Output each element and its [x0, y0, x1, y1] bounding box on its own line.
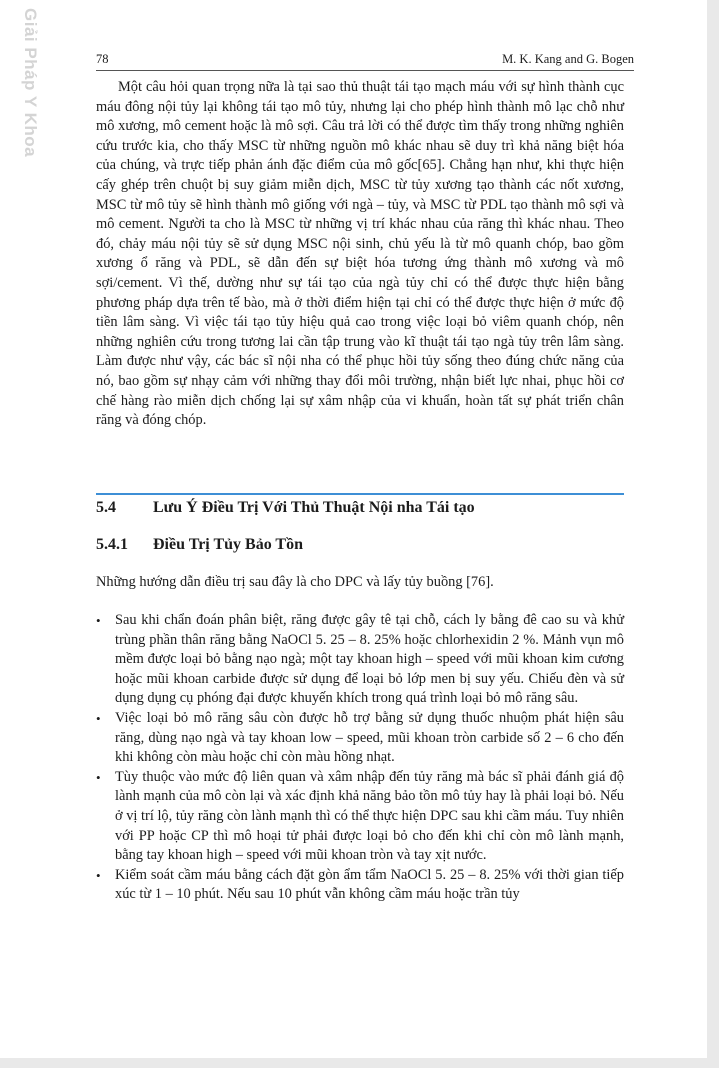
- list-item: [96, 709, 624, 768]
- bullet-icon: •: [96, 769, 101, 785]
- section-rule: [96, 493, 624, 495]
- watermark: Giải Pháp Y Khoa: [21, 8, 40, 158]
- guideline-list: [96, 611, 624, 905]
- intro-paragraph: Những hướng dẫn điều trị sau đây là cho DPC và lấy tủy buồng [76].: [96, 574, 494, 590]
- bullet-icon: •: [96, 710, 101, 726]
- running-head-authors: M. K. Kang and G. Bogen: [502, 52, 634, 66]
- bullet-icon: •: [96, 613, 101, 628]
- section-number: 5.4: [96, 499, 116, 516]
- list-item-text: Việc loại bỏ mô răng sâu còn được hỗ trợ bằng sử dụng thuốc nhuộm phát hiện sâu răng, dùng nạo ngà và tay khoan low – speed, mũi khoan tròn carbide số 2 – 6 cho đến khi không còn màu hoặc chỉ còn màu hồng nhạt.: [115, 709, 624, 766]
- list-item: [96, 768, 624, 866]
- list-item: [96, 611, 624, 709]
- section-heading: [96, 499, 624, 517]
- section-title: Lưu Ý Điều Trị Với Thủ Thuật Nội nha Tái tạo: [153, 499, 475, 516]
- header-rule: [96, 70, 634, 71]
- subsection-number: 5.4.1: [96, 536, 128, 553]
- subsection-heading: [96, 536, 624, 554]
- list-item-text: Kiểm soát cầm máu bằng cách đặt gòn ẩm tẩm NaOCl 5. 25 – 8. 25% với thời gian tiếp xúc từ 1 – 10 phút. Nếu sau 10 phút vẫn không cầm máu hoặc trần tủy: [115, 866, 624, 903]
- subsection-title: Điều Trị Tủy Bảo Tồn: [153, 536, 303, 553]
- body-paragraph: Một câu hỏi quan trọng nữa là tại sao thủ thuật tái tạo mạch máu với sự hình thành cục máu đông nội tủy lại không tái tạo mô tủy, nhưng lại cho phép hình thành mô lạc chỗ như mô xương, mô cement hoặc là mô sợi. Câu trả lời có thể được tìm thấy trong những nghiên cứu trước kia, cho thấy MSC từ những nguồn mô khác nhau sẽ duy trì khả năng biệt hóa của chúng, và trực tiếp phản ánh đặc điểm của mô gốc[65]. Chẳng hạn như, khi thực hiện cấy ghép trên chuột bị suy giảm miễn dịch, MSC từ tủy xương tạo thành các nốt xương, MSC từ mô tủy sẽ hình thành mô giống với ngà – tủy, và MSC từ PDL tạo thành mô sợi và mô cement. Người ta cho là MSC từ những vị trí khác nhau của răng thì khác nhau. Theo đó, chảy máu nội tủy sẽ sử dụng MSC nội sinh, chủ yếu là từ mô quanh chóp, bao gồm xương ổ răng và PDL, sẽ dẫn đến sự biệt hóa tương ứng thành mô xương và mô sợi/cement. Vì thế, dường như sự tái tạo của ngà tủy chỉ có thể được thực hiện bằng phương pháp dựa trên tế bào, mà ở thời điểm hiện tại chỉ có thể được thực hiện ở mức độ tiền lâm sàng. Vì việc tái tạo tủy hiệu quả cao trong việc loại bỏ viêm quanh chóp, nên những nghiên cứu trong tương lai cần tập trung vào kĩ thuật tái tạo ngà tủy trên lâm sàng. Làm được như vậy, các bác sĩ nội nha có thể phục hồi tủy sống theo đúng chức năng của nó, bao gồm sự nhạy cảm với những thay đổi môi trường, nhận biết lực nhai, phục hồi cơ chế hàng rào miễn dịch chống lại sự xâm nhập của vi khuẩn, hoàn tất sự phát triển chân răng và đóng chóp.: [96, 79, 624, 429]
- list-item-text: Sau khi chẩn đoán phân biệt, răng được gây tê tại chỗ, cách ly bằng đê cao su và khử trùng phần thân răng bằng NaOCl 5. 25 – 8. 25% hoặc chlorhexidin 2 %. Mảnh vụn mô mềm được loại bỏ bằng nạo ngà; một tay khoan high – speed với mũi khoan kim cương hoặc mũi khoan carbide được sử dụng để loại bỏ lớp men bị suy yếu. Chiếu đèn và sử dụng dụng cụ phóng đại được khuyến khích trong quá trình loại bỏ mô răng sâu.: [115, 612, 624, 707]
- bullet-icon: •: [96, 867, 101, 883]
- list-item: [96, 866, 624, 905]
- page-number: 78: [96, 52, 109, 66]
- list-item-text: Tùy thuộc vào mức độ liên quan và xâm nhập đến tủy răng mà bác sĩ phải đánh giá độ lành mạnh của mô còn lại và xác định khả năng bảo tồn mô tủy hay là phải loại bỏ. Nếu ở vị trí lộ, tủy răng còn lành mạnh thì có thể thực hiện DPC sau khi cầm máu. Tuy nhiên với PP hoặc CP thì mô hoại tử phải được loại bỏ cho đến khi chỉ còn mô lành mạnh, bằng tay khoan high – speed với mũi khoan tròn và tay xịt nước.: [115, 768, 624, 864]
